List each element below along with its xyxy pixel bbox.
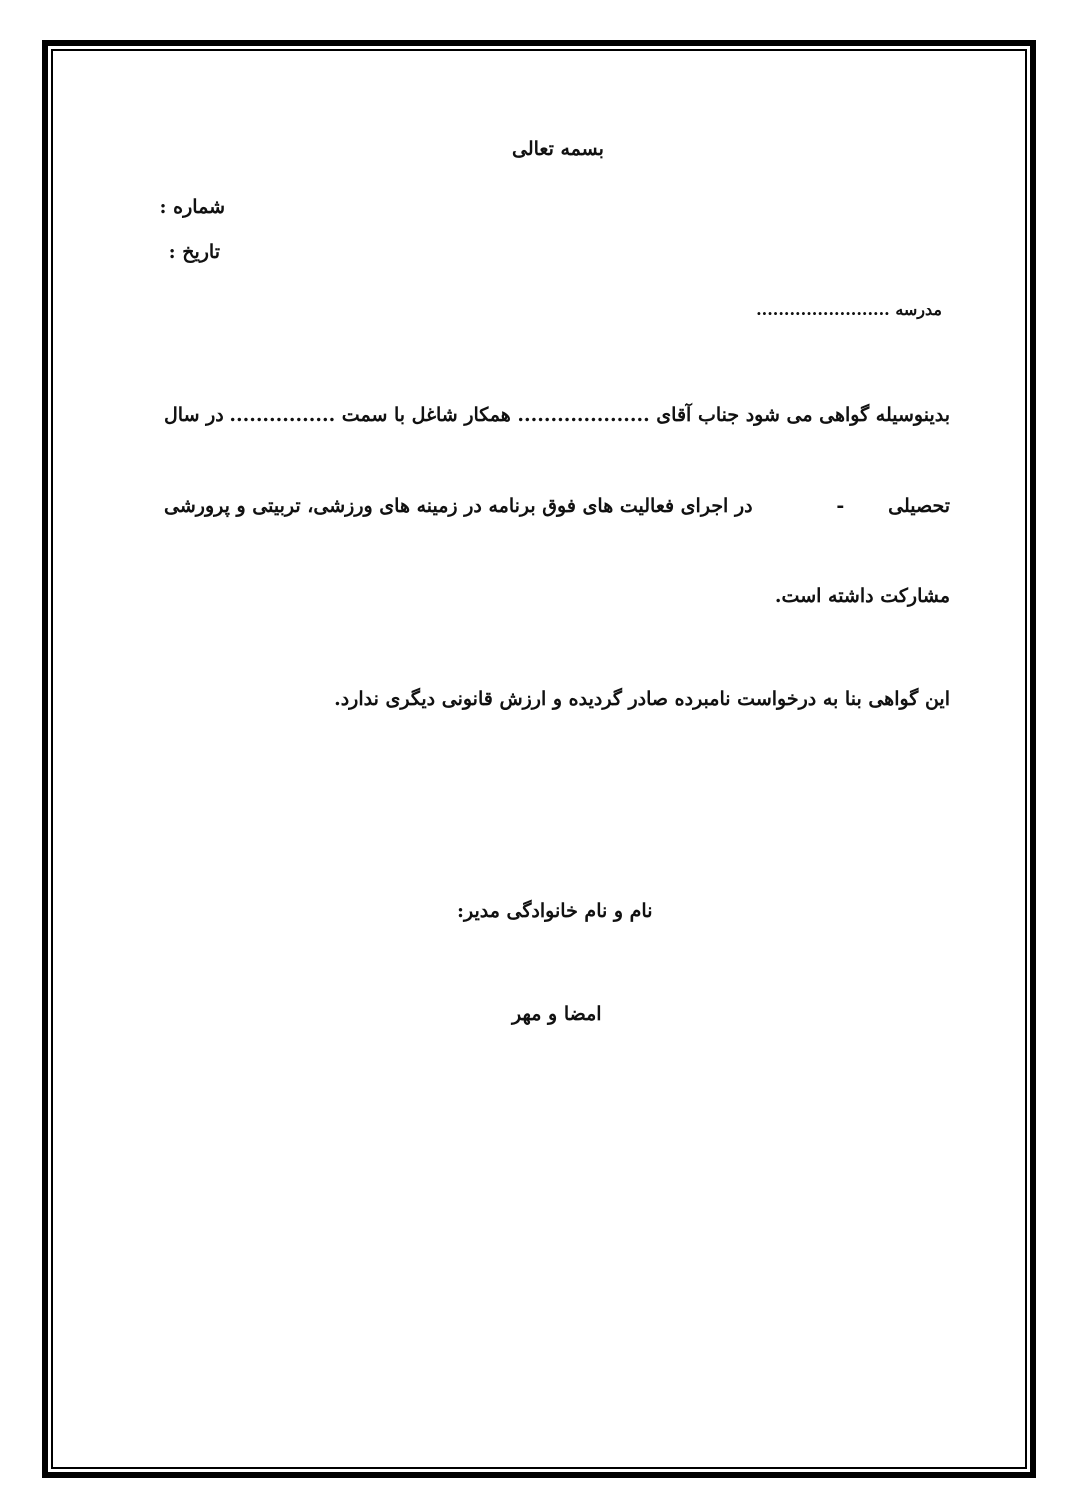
number-label: شماره : bbox=[159, 196, 225, 218]
body-line-1-end: در سال bbox=[164, 404, 224, 426]
body-line-1-main: بدینوسیله گواهی می شود جناب آقای .................... همکار شاغل با سمت ................ bbox=[229, 404, 950, 426]
document-title: بسمه تعالی bbox=[512, 138, 604, 160]
signature-label: امضا و مهر bbox=[512, 1003, 602, 1025]
body-line-1 bbox=[164, 406, 950, 425]
manager-name-label: نام و نام خانوادگی مدیر: bbox=[457, 900, 653, 922]
date-label: تاریخ : bbox=[168, 241, 220, 263]
school-line: مدرسه ........................ bbox=[756, 300, 942, 319]
body-line-2 bbox=[164, 497, 950, 516]
body-line-2-start: تحصیلی bbox=[888, 495, 950, 517]
body-line-2-rest: در اجرای فعالیت های فوق برنامه در زمینه های ورزشی، تربیتی و پرورشی bbox=[164, 495, 753, 517]
body-line-3: مشارکت داشته است. bbox=[774, 585, 950, 607]
disclaimer-line: این گواهی بنا به درخواست نامبرده صادر گردیده و ارزش قانونی دیگری ندارد. bbox=[334, 688, 950, 710]
body-line-2-dash: - bbox=[836, 495, 845, 517]
